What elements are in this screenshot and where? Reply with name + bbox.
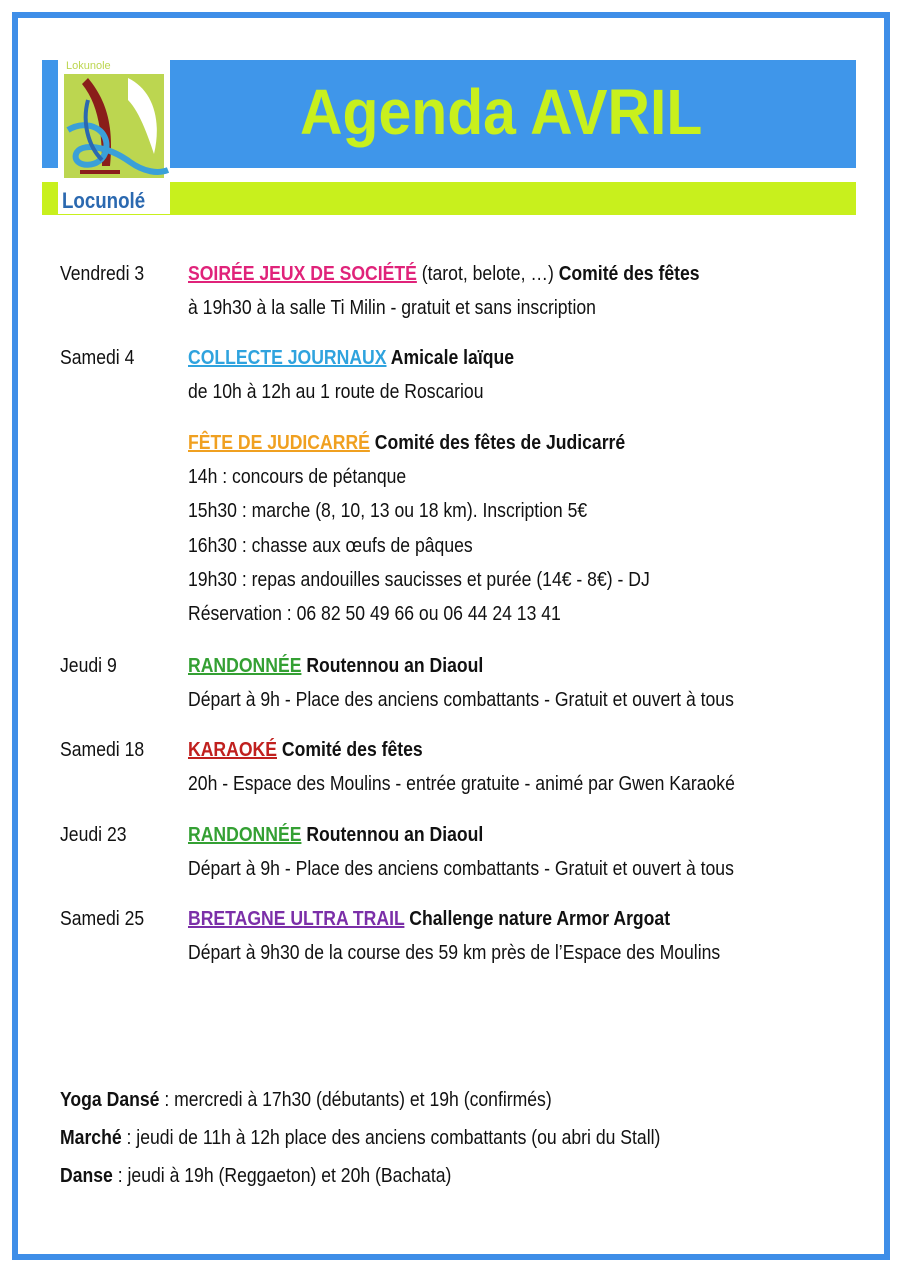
event-organizer: Challenge nature Armor Argoat [404, 908, 671, 930]
locunole-logo [58, 60, 170, 214]
event-organizer: Comité des fêtes [558, 263, 700, 285]
event-description: 16h30 : chasse aux œufs de pâques [188, 535, 473, 557]
event-heading [188, 907, 670, 931]
logo-top-text: Lokunole [66, 60, 111, 72]
event-day: Jeudi 9 [60, 655, 117, 677]
event-heading [188, 654, 483, 678]
recurring-label: Danse [60, 1165, 113, 1187]
event-day: Samedi 25 [60, 908, 145, 930]
event-heading [188, 346, 514, 370]
event-keyword-link[interactable]: KARAOKÉ [188, 739, 277, 761]
event-organizer: Amicale laïque [386, 347, 514, 369]
recurring-text: : jeudi à 19h (Reggaeton) et 20h (Bachata) [112, 1165, 452, 1187]
event-organizer: Comité des fêtes [276, 739, 423, 761]
event-day: Vendredi 3 [60, 263, 145, 285]
event-day: Samedi 4 [60, 347, 135, 369]
event-keyword-link[interactable]: COLLECTE JOURNAUX [188, 347, 387, 369]
event-keyword-link[interactable]: RANDONNÉE [188, 655, 302, 677]
event-keyword-link[interactable]: BRETAGNE ULTRA TRAIL [188, 908, 405, 930]
recurring-label: Yoga Dansé [60, 1089, 160, 1111]
event-heading [188, 738, 423, 762]
event-organizer: Routennou an Diaoul [301, 824, 484, 846]
event-description: Départ à 9h30 de la course des 59 km près de l’Espace des Moulins [188, 942, 721, 964]
event-reservation: Réservation : 06 82 50 49 66 ou 06 44 24 13 41 [188, 603, 561, 625]
event-description: 14h : concours de pétanque [188, 466, 407, 488]
recurring-item [60, 1088, 552, 1112]
event-description: Départ à 9h - Place des anciens combattants - Gratuit et ouvert à tous [188, 858, 734, 880]
page-title: Agenda AVRIL [300, 76, 703, 148]
event-detail: (tarot, belote, …) [416, 263, 559, 285]
recurring-text: : mercredi à 17h30 (débutants) et 19h (confirmés) [159, 1089, 552, 1111]
event-description: Départ à 9h - Place des anciens combattants - Gratuit et ouvert à tous [188, 689, 734, 711]
event-heading [188, 262, 700, 286]
event-day: Jeudi 23 [60, 824, 127, 846]
event-heading [188, 431, 625, 455]
event-organizer: Comité des fêtes de Judicarré [369, 432, 626, 454]
event-description: 20h - Espace des Moulins - entrée gratuite - animé par Gwen Karaoké [188, 773, 735, 795]
event-organizer: Routennou an Diaoul [301, 655, 484, 677]
event-heading [188, 823, 483, 847]
logo-graphic-icon [58, 70, 170, 200]
event-keyword-link[interactable]: FÊTE DE JUDICARRÉ [188, 432, 370, 454]
recurring-text: : jeudi de 11h à 12h place des anciens combattants (ou abri du Stall) [121, 1127, 661, 1149]
recurring-label: Marché [60, 1127, 122, 1149]
event-description: de 10h à 12h au 1 route de Roscariou [188, 381, 484, 403]
event-description: à 19h30 à la salle Ti Milin - gratuit et sans inscription [188, 297, 596, 319]
event-day: Samedi 18 [60, 739, 145, 761]
event-keyword-link[interactable]: RANDONNÉE [188, 824, 302, 846]
event-description: 19h30 : repas andouilles saucisses et purée (14€ - 8€) - DJ [188, 569, 650, 591]
event-description: 15h30 : marche (8, 10, 13 ou 18 km). Inscription 5€ [188, 500, 588, 522]
logo-name: Locunolé [62, 188, 146, 213]
recurring-item [60, 1164, 451, 1188]
recurring-item [60, 1126, 660, 1150]
event-keyword-link[interactable]: SOIRÉE JEUX DE SOCIÉTÉ [188, 263, 417, 285]
